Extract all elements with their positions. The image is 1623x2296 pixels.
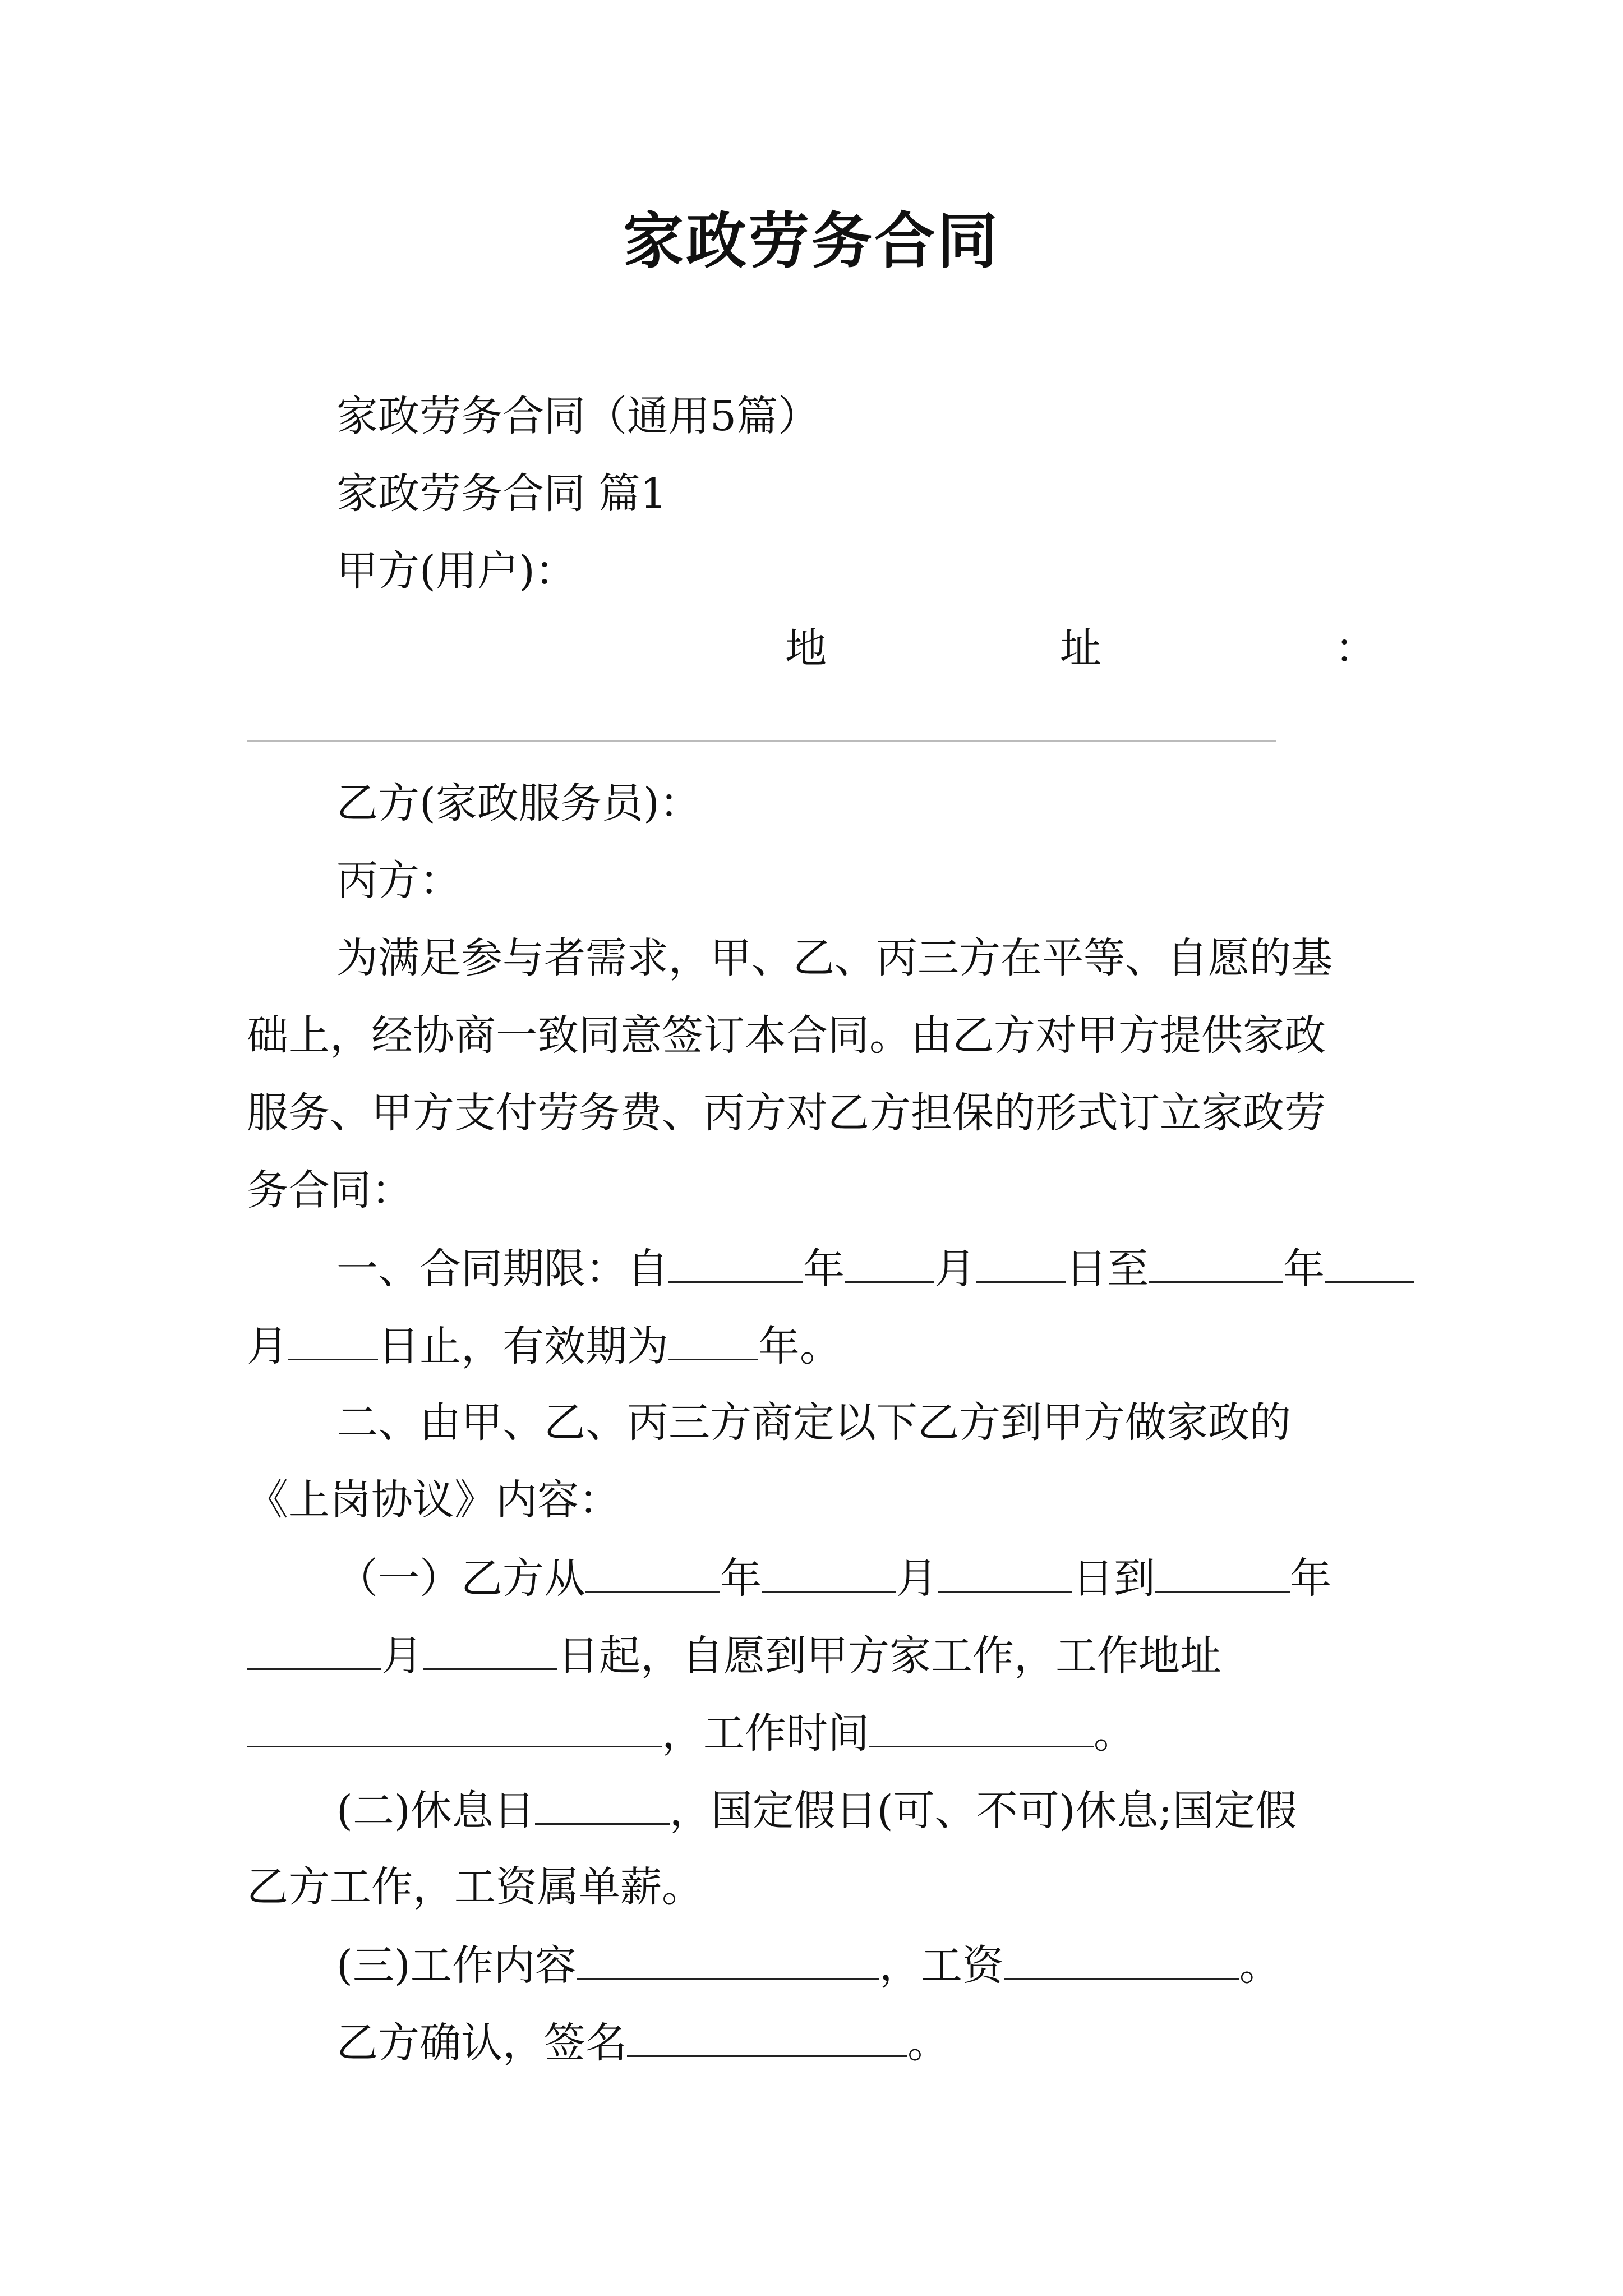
confirm-line [336, 2013, 1376, 2072]
work-time-blank[interactable] [869, 1703, 1094, 1747]
item1-day-blank[interactable] [938, 1548, 1072, 1593]
term-duration-label: 年。 [758, 1322, 841, 1370]
signature-blank[interactable] [627, 2013, 907, 2057]
term-line-2 [247, 1316, 1376, 1375]
item1-year2-label: 年 [1290, 1554, 1331, 1603]
address-underline [247, 740, 1276, 742]
term-end-day-blank[interactable] [288, 1316, 378, 1360]
intro-line-1: 为满足参与者需求，甲、乙、丙三方在平等、自愿的基 [336, 934, 1332, 982]
party-c-label: 丙方： [336, 857, 461, 905]
term-end-month-label: 月 [247, 1322, 288, 1370]
confirm-end-mark: 。 [907, 2019, 949, 2067]
term-end-year-label: 年 [1283, 1245, 1325, 1293]
term-day-to-label: 日至 [1066, 1245, 1149, 1293]
term-start-year-blank[interactable] [668, 1239, 803, 1283]
work-address-blank[interactable] [247, 1703, 662, 1747]
term-year-label: 年 [803, 1245, 845, 1293]
item1-day2-blank[interactable] [423, 1626, 557, 1670]
section-heading: 家政劳务合同 篇1 [336, 470, 667, 518]
item1-line-1 [336, 1548, 1376, 1608]
work-time-label: ，工作时间 [662, 1709, 869, 1757]
item3-prefix: (三)工作内容 [336, 1941, 577, 1990]
term-line-1 [336, 1239, 1376, 1298]
item2-prefix: (二)休息日 [336, 1787, 535, 1835]
wage-label: ，工资 [879, 1941, 1004, 1990]
item2-line-1 [336, 1780, 1376, 1840]
item1-month-label: 月 [896, 1554, 938, 1603]
item2-line1-text: ，国定假日(可、不可)休息;国定假 [669, 1787, 1297, 1835]
term-start-month-blank[interactable] [845, 1239, 934, 1283]
clause2-line-2: 《上岗协议》内容： [247, 1476, 620, 1524]
item1-line-3 [247, 1703, 1376, 1763]
item3-line [336, 1935, 1376, 1995]
term-day-end-label: 日止，有效期为 [378, 1322, 668, 1370]
address-line [785, 619, 1376, 678]
party-a-label: 甲方(用户)： [336, 547, 577, 595]
rest-day-blank[interactable] [535, 1780, 670, 1825]
item1-line2-text: 日起，自愿到甲方家工作，工作地址 [557, 1632, 1221, 1680]
party-b-label: 乙方(家政服务员)： [336, 779, 701, 827]
item1-line-2 [247, 1626, 1376, 1685]
subtitle: 家政劳务合同（通用5篇） [336, 392, 820, 440]
item1-year-label: 年 [720, 1554, 762, 1603]
intro-line-2: 础上，经协商一致同意签订本合同。由乙方对甲方提供家政 [247, 1011, 1326, 1060]
address-char-1: 地 [785, 624, 827, 673]
wage-blank[interactable] [1004, 1935, 1239, 1980]
address-char-2: 址 [1060, 624, 1101, 673]
item1-day-to-label: 日到 [1072, 1554, 1155, 1603]
item1-year2-blank[interactable] [1155, 1548, 1290, 1593]
item1-year-blank[interactable] [585, 1548, 720, 1593]
intro-line-4: 务合同： [247, 1166, 413, 1214]
item2-line-2: 乙方工作，工资属单薪。 [247, 1863, 703, 1911]
clause2-line-1: 二、由甲、乙、丙三方商定以下乙方到甲方做家政的 [336, 1398, 1291, 1447]
work-content-blank[interactable] [577, 1935, 879, 1980]
item1-prefix: （一）乙方从 [336, 1554, 585, 1603]
term-duration-blank[interactable] [668, 1316, 758, 1360]
term-start-day-blank[interactable] [976, 1239, 1066, 1283]
item1-end-mark: 。 [1094, 1709, 1135, 1757]
confirm-prefix: 乙方确认，签名 [336, 2019, 627, 2067]
term-month-label: 月 [934, 1245, 976, 1293]
term-end-month-blank[interactable] [1325, 1239, 1414, 1283]
intro-line-3: 服务、甲方支付劳务费、丙方对乙方担保的形式订立家政劳 [247, 1089, 1326, 1137]
item1-month2-label: 月 [381, 1632, 423, 1680]
document-title: 家政劳务合同 [623, 206, 1000, 277]
term-end-year-blank[interactable] [1149, 1239, 1283, 1283]
item3-end-mark: 。 [1239, 1941, 1281, 1990]
address-colon: ： [1335, 624, 1376, 673]
item1-month2-blank[interactable] [247, 1626, 381, 1670]
term-prefix: 一、合同期限：自 [336, 1245, 668, 1293]
item1-month-blank[interactable] [762, 1548, 896, 1593]
